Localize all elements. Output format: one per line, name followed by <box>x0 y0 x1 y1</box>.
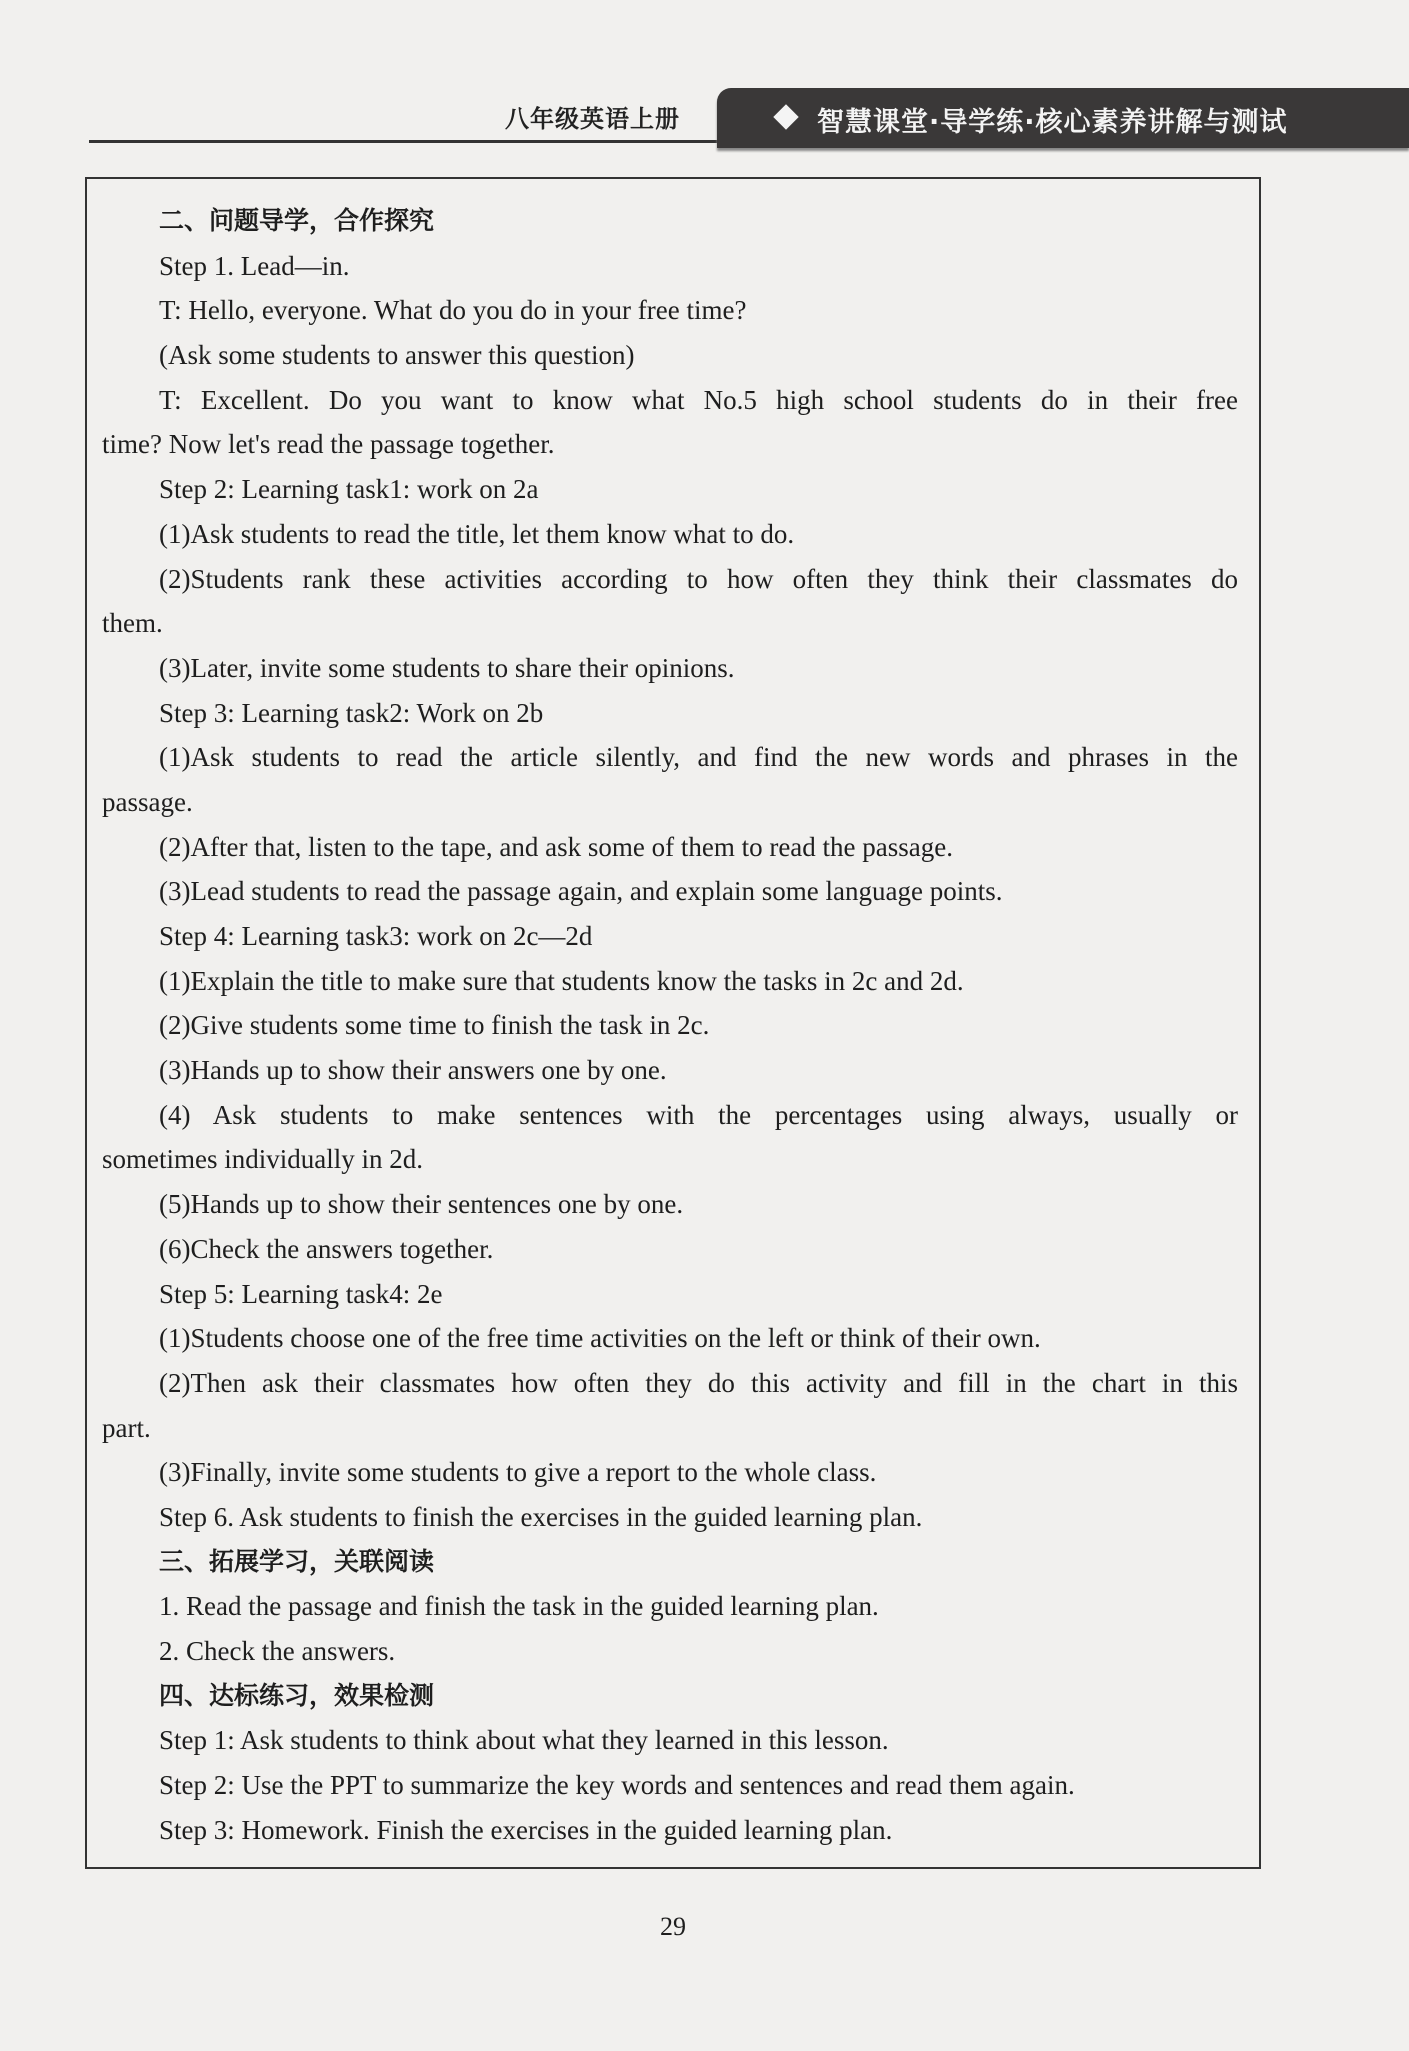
text-line: Step 4: Learning task3: work on 2c—2d <box>159 921 593 951</box>
text-line: 2. Check the answers. <box>159 1636 396 1666</box>
text-line: Step 5: Learning task4: 2e <box>159 1278 443 1309</box>
text-line: (3)Hands up to show their answers one by one. <box>159 1055 667 1086</box>
lesson-content-box <box>85 177 1261 1869</box>
series-title: 智慧课堂·导学练·核心素养讲解与测试 <box>817 107 1288 138</box>
text-line: passage. <box>102 786 193 817</box>
text-line: Step 1: Ask students to think about what they learned in this lesson. <box>159 1725 889 1756</box>
page-number: 29 <box>660 1912 686 1941</box>
section-heading: 四、达标练习，效果检测 <box>159 1680 435 1710</box>
text-line: (1)Students choose one of the free time activities on the left or think of their own. <box>159 1323 1041 1354</box>
text-line: Step 6. Ask students to finish the exercises in the guided learning plan. <box>159 1501 923 1532</box>
header-rule <box>89 140 719 143</box>
text-line: (3)Lead students to read the passage again, and explain some language points. <box>159 876 1003 907</box>
section-heading: 二、问题导学，合作探究 <box>159 206 435 235</box>
text-line: (Ask some students to answer this question) <box>159 340 635 371</box>
text-line: Step 3: Learning task2: Work on 2b <box>159 697 544 728</box>
text-line: T: Excellent. Do you want to know what No.5 high school students do in their free <box>159 384 1238 415</box>
text-line: (2)Then ask their classmates how often they do this activity and fill in the chart in this <box>159 1367 1238 1398</box>
text-line: (3)Later, invite some students to share their opinions. <box>159 652 735 683</box>
text-line: Step 2: Use the PPT to summarize the key words and sentences and read them again. <box>159 1770 1075 1801</box>
section-heading: 三、拓展学习，关联阅读 <box>159 1546 435 1576</box>
text-line: (1)Explain the title to make sure that students know the tasks in 2c and 2d. <box>159 965 964 996</box>
text-line: (1)Ask students to read the article silently, and find the new words and phrases in the <box>159 742 1238 773</box>
header-band <box>717 88 1409 148</box>
diamond-icon <box>773 104 798 129</box>
text-line: (5)Hands up to show their sentences one by one. <box>159 1189 684 1220</box>
text-line: (3)Finally, invite some students to give a report to the whole class. <box>159 1457 877 1488</box>
text-line: Step 2: Learning task1: work on 2a <box>159 474 539 505</box>
text-line: (2)Students rank these activities according to how often they think their classmates do <box>159 563 1238 594</box>
text-line: (2)After that, listen to the tape, and ask some of them to read the passage. <box>159 831 953 862</box>
text-line: (6)Check the answers together. <box>159 1233 494 1264</box>
text-line: (2)Give students some time to finish the task in 2c. <box>159 1010 710 1041</box>
text-line: them. <box>102 608 163 639</box>
text-line: 1. Read the passage and finish the task in the guided learning plan. <box>159 1591 879 1622</box>
text-line: T: Hello, everyone. What do you do in your free time? <box>159 295 747 326</box>
text-line: part. <box>102 1412 151 1443</box>
lesson-lines <box>102 199 1238 1852</box>
header-book-title: 八年级英语上册 <box>505 104 680 133</box>
text-line: Step 1. Lead—in. <box>159 250 350 281</box>
text-line: time? Now let's read the passage together. <box>102 429 555 460</box>
text-line: (4) Ask students to make sentences with the percentages using always, usually or <box>159 1099 1238 1130</box>
text-line: (1)Ask students to read the title, let them know what to do. <box>159 518 795 549</box>
text-line: sometimes individually in 2d. <box>102 1144 423 1175</box>
text-line: Step 3: Homework. Finish the exercises in the guided learning plan. <box>159 1814 893 1845</box>
